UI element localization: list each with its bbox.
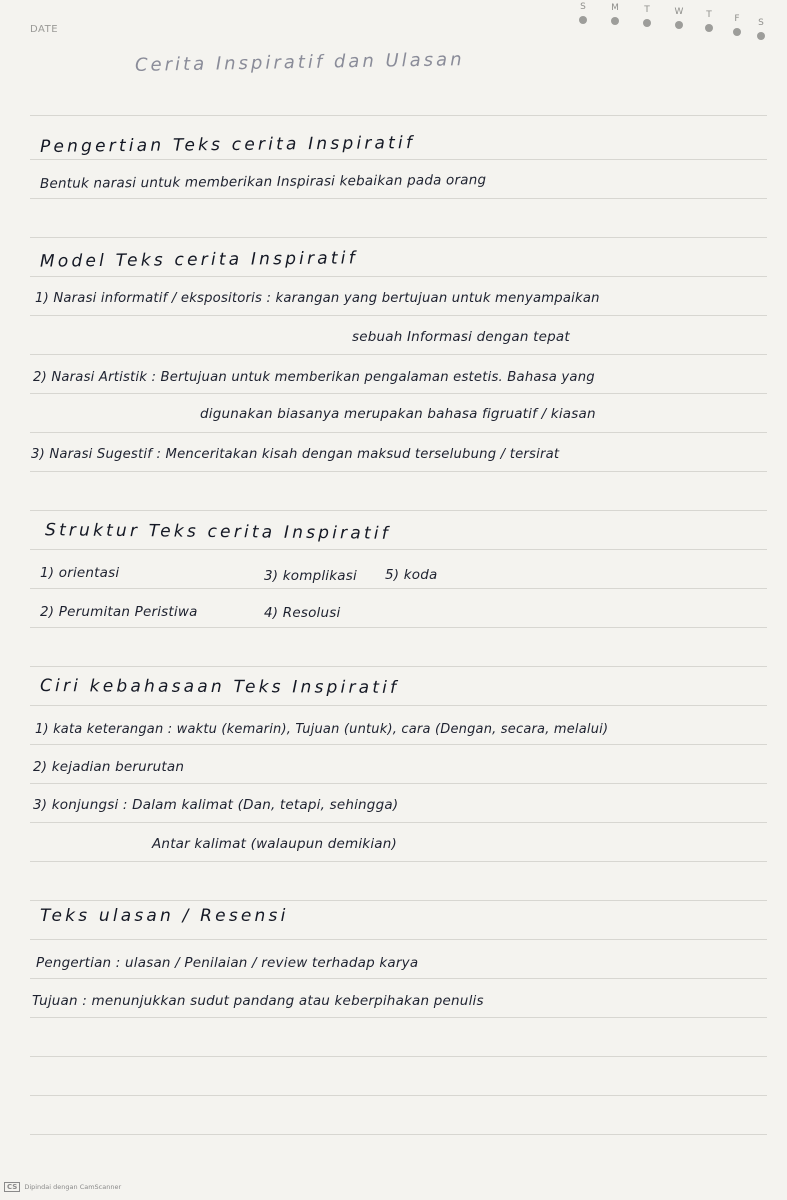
ruled-line [30, 900, 767, 901]
ruled-line [30, 276, 767, 277]
model-line-2: 2) Narasi Artistik : Bertujuan untuk memberikan pengalaman estetis. Bahasa yang [33, 370, 595, 385]
weekday-label: T [706, 10, 712, 20]
ciri-line-3: 3) konjungsi : Dalam kalimat (Dan, tetapi, sehingga) [33, 797, 399, 813]
weekday-saturday [754, 18, 768, 40]
weekday-label: W [674, 7, 684, 17]
weekday-wednesday [672, 7, 686, 29]
pengertian-line: Bentuk narasi untuk memberikan Inspirasi kebaikan pada orang [39, 172, 487, 192]
weekday-monday [608, 3, 622, 25]
ruled-line [30, 939, 767, 940]
ruled-line [30, 627, 767, 628]
section-heading-ciri: Ciri kebahasaan Teks Inspiratif [39, 676, 400, 698]
model-line-3: 3) Narasi Sugestif : Menceritakan kisah dengan maksud terselubung / tersirat [31, 447, 560, 462]
camscanner-text: Dipindai dengan CamScanner [24, 1183, 122, 1191]
weekday-label: S [758, 18, 764, 28]
struktur-item-koda: 5) koda [385, 567, 438, 583]
weekday-dot [757, 32, 765, 40]
struktur-item-perumitan: 2) Perumitan Peristiwa [40, 604, 198, 620]
weekday-dot [705, 24, 713, 32]
weekday-label: M [611, 3, 619, 13]
scanner-footer [4, 1182, 121, 1192]
ciri-line-2: 2) kejadian berurutan [33, 759, 185, 775]
ruled-line [30, 744, 767, 745]
weekday-friday [730, 14, 744, 36]
weekday-label: F [734, 14, 740, 24]
weekday-dot [675, 21, 683, 29]
ruled-line [30, 822, 767, 823]
ruled-line [30, 510, 767, 511]
ruled-line [30, 471, 767, 472]
weekday-label: S [580, 2, 586, 12]
ulasan-line-tujuan: Tujuan : menunjukkan sudut pandang atau keberpihakan penulis [32, 993, 484, 1009]
ruled-line [30, 198, 767, 199]
ciri-line-3-cont: Antar kalimat (walaupun demikian) [152, 836, 397, 852]
weekday-tuesday [640, 5, 654, 27]
ruled-line [30, 705, 767, 706]
struktur-item-orientasi: 1) orientasi [40, 565, 120, 581]
weekday-dot [643, 19, 651, 27]
section-heading-ulasan: Teks ulasan / Resensi [40, 906, 289, 926]
ruled-line [30, 1134, 767, 1135]
camscanner-badge: CS [4, 1182, 20, 1192]
ruled-line [30, 978, 767, 979]
page-title: Cerita Inspiratif dan Ulasan [134, 49, 465, 76]
model-line-1-cont: sebuah Informasi dengan tepat [352, 329, 570, 345]
ruled-line [30, 783, 767, 784]
ruled-line [30, 115, 767, 116]
struktur-item-komplikasi: 3) komplikasi [264, 568, 357, 584]
weekday-dot [579, 16, 587, 24]
ruled-line [30, 159, 767, 160]
model-line-1: 1) Narasi informatif / ekspositoris : karangan yang bertujuan untuk menyampaikan [35, 291, 600, 306]
ruled-line [30, 393, 767, 394]
ruled-line [30, 354, 767, 355]
section-heading-model: Model Teks cerita Inspiratif [39, 248, 358, 272]
ruled-line [30, 861, 767, 862]
ruled-line [30, 1095, 767, 1096]
weekday-dot [611, 17, 619, 25]
ulasan-line-pengertian: Pengertian : ulasan / Penilaian / review terhadap karya [36, 955, 419, 971]
weekday-dot [733, 28, 741, 36]
ruled-line [30, 1017, 767, 1018]
weekday-sunday [576, 2, 590, 24]
struktur-item-resolusi: 4) Resolusi [264, 605, 341, 621]
ruled-line [30, 432, 767, 433]
date-label: DATE [30, 24, 59, 35]
weekday-tracker [570, 0, 770, 44]
ruled-line [30, 588, 767, 589]
model-line-2-cont: digunakan biasanya merupakan bahasa figruatif / kiasan [200, 406, 596, 422]
weekday-thursday [702, 10, 716, 32]
ruled-line [30, 237, 767, 238]
ruled-line [30, 315, 767, 316]
ruled-line [30, 666, 767, 667]
section-heading-struktur: Struktur Teks cerita Inspiratif [44, 520, 392, 544]
section-heading-pengertian: Pengertian Teks cerita Inspiratif [39, 133, 416, 157]
weekday-label: T [644, 5, 650, 15]
ruled-line [30, 1056, 767, 1057]
ruled-line [30, 549, 767, 550]
ciri-line-1: 1) kata keterangan : waktu (kemarin), Tujuan (untuk), cara (Dengan, secara, melalui) [35, 722, 609, 737]
